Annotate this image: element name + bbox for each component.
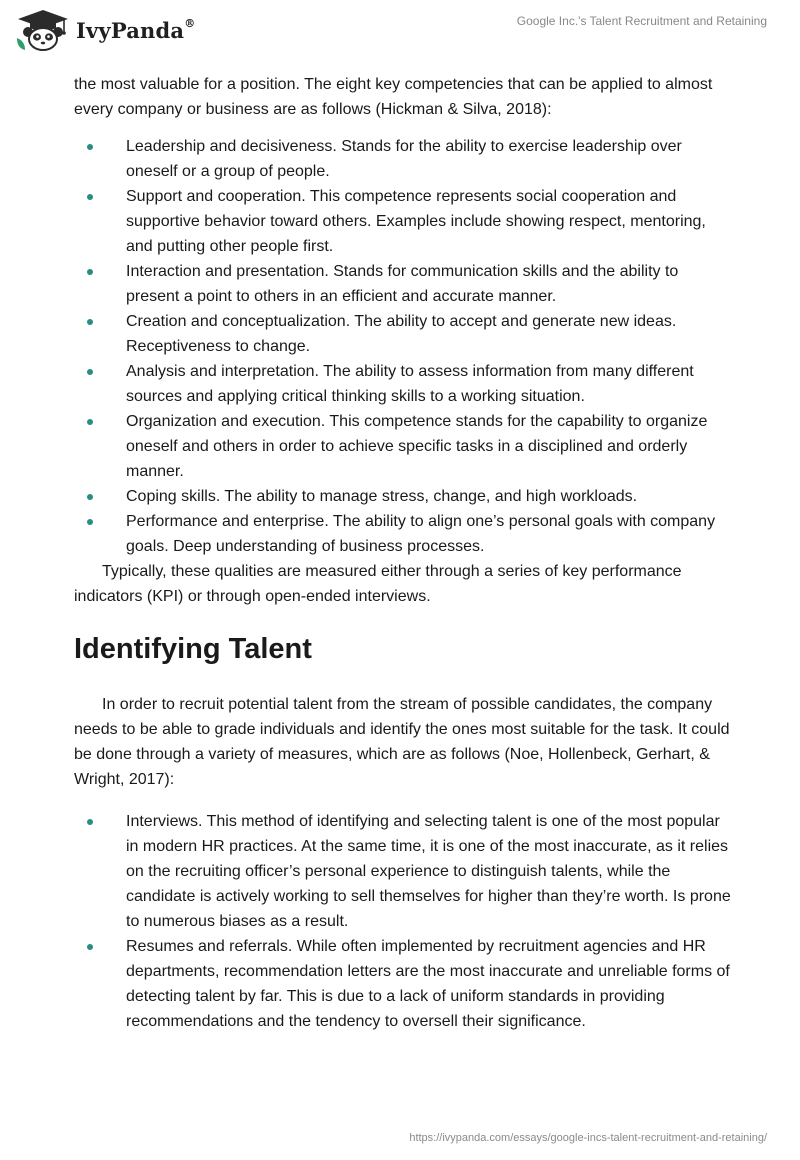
bullet-dot-icon: [87, 269, 93, 275]
list-item: [74, 134, 734, 184]
panda-graduate-icon: [14, 8, 72, 52]
list-item-text: Interaction and presentation. Stands for communication skills and the ability to present a point to others in an efficient and accurate manner.: [126, 263, 679, 305]
list-item-text: Organization and execution. This competence stands for the capability to organize oneself and others in order to achieve specific tasks in a disciplined and orderly manner.: [126, 413, 708, 480]
methods-list: [74, 809, 734, 1034]
section-heading: Identifying Talent: [74, 633, 312, 665]
logo-wordmark: [76, 18, 195, 43]
bullet-dot-icon: [87, 944, 93, 950]
list-item-text: Resumes and referrals. While often implemented by recruitment agencies and HR departments, recommendation letters are the most inaccurate and unreliable forms of detecting talent by far. This is due to a lack of uniform standards in providing recommendations and the tendency to oversell their significance.: [126, 938, 730, 1030]
bullet-dot-icon: [87, 144, 93, 150]
bullet-dot-icon: [87, 419, 93, 425]
list-item-text: Support and cooperation. This competence represents social cooperation and supportive behavior toward others. Examples include showing respect, mentoring, and putting other people first.: [126, 188, 706, 255]
competencies-list: [74, 134, 734, 559]
bullet-dot-icon: [87, 819, 93, 825]
list-item-text: Creation and conceptualization. The ability to accept and generate new ideas. Receptiveness to change.: [126, 313, 677, 355]
list-item-text: Analysis and interpretation. The ability to assess information from many different sources and applying critical thinking skills to a working situation.: [126, 363, 694, 405]
list-item: [74, 934, 734, 1034]
list-item-text: Performance and enterprise. The ability to align one’s personal goals with company goals. Deep understanding of business processes.: [126, 513, 716, 555]
list-item: [74, 184, 734, 259]
list-item: [74, 409, 734, 484]
intro-paragraph: the most valuable for a position. The eight key competencies that can be applied to almost every company or business are as follows (Hickman & Silva, 2018):: [74, 76, 713, 118]
list-item: [74, 359, 734, 409]
list-item: [74, 309, 734, 359]
list-item: [74, 484, 734, 509]
bullet-dot-icon: [87, 319, 93, 325]
list-item: [74, 259, 734, 309]
list-item: [74, 509, 734, 559]
document-title: Google Inc.'s Talent Recruitment and Retaining: [516, 14, 767, 28]
registered-mark: ®: [184, 16, 196, 30]
essay-content: [74, 72, 734, 1034]
bullet-dot-icon: [87, 369, 93, 375]
list-item-text: Leadership and decisiveness. Stands for the ability to exercise leadership over oneself or a group of people.: [126, 138, 682, 180]
identify-paragraph: In order to recruit potential talent from the stream of possible candidates, the company needs to be able to grade individuals and identify the ones most suitable for the task. It could be done through a variety of measures, which are as follows (Noe, Hollenbeck, Gerhart, & Wright, 2017):: [74, 696, 730, 788]
bullet-dot-icon: [87, 194, 93, 200]
bullet-dot-icon: [87, 494, 93, 500]
list-item-text: Coping skills. The ability to manage stress, change, and high workloads.: [126, 488, 638, 505]
list-item-text: Interviews. This method of identifying and selecting talent is one of the most popular in modern HR practices. At the same time, it is one of the most inaccurate, as it relies on the recruiting officer’s personal experience to distinguish talents, while the candidate is actively working to sell themselves for higher than they’re worth. Is prone to numerous biases as a result.: [126, 813, 731, 930]
source-url[interactable]: https://ivypanda.com/essays/google-incs-talent-recruitment-and-retaining/: [409, 1132, 767, 1144]
ivypanda-logo[interactable]: [14, 8, 195, 52]
measure-paragraph: Typically, these qualities are measured either through a series of key performance indicators (KPI) or through open-ended interviews.: [74, 563, 682, 605]
bullet-dot-icon: [87, 519, 93, 525]
brand-name: IvyPanda: [76, 17, 185, 43]
list-item: [74, 809, 734, 934]
page-header: [0, 0, 800, 64]
